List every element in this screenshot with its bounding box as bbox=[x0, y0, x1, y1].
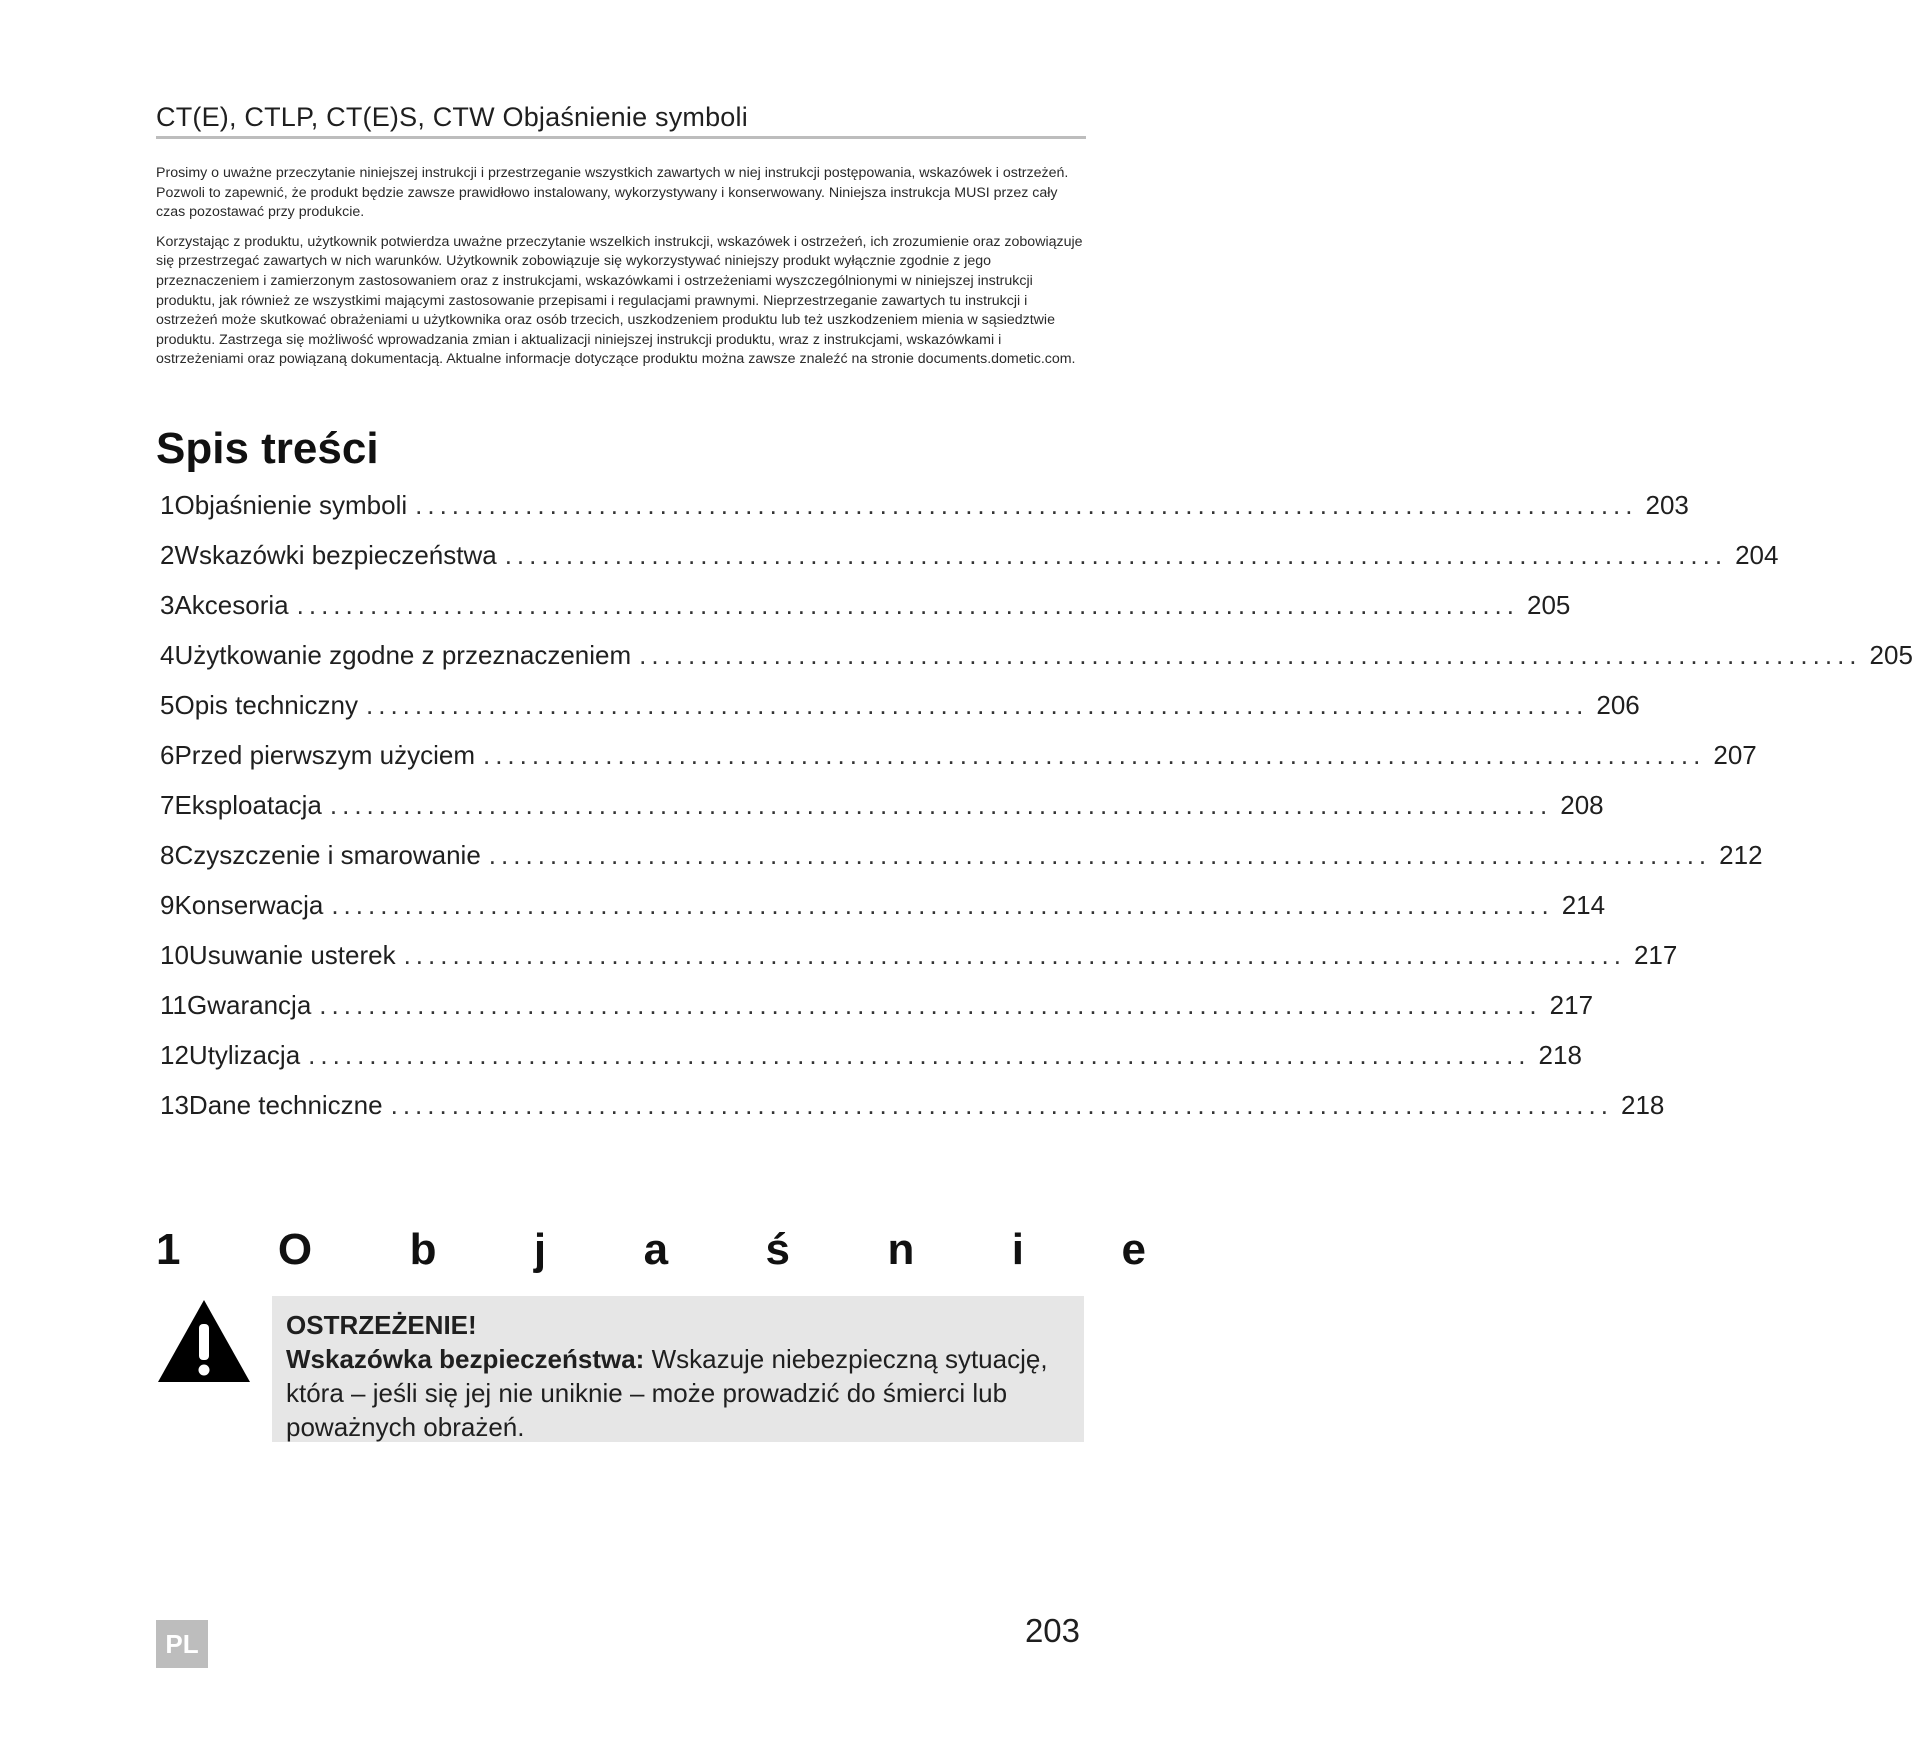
toc-item-number: 12 bbox=[160, 1040, 189, 1070]
toc-leader-dots: .................................................................................................... bbox=[415, 490, 1638, 520]
toc-item-page: 218 bbox=[1538, 1040, 1582, 1070]
warning-text: Wskazuje niebezpieczną sytuację, która – jeśli się jej nie uniknie – może prowadzić do śmierci lub poważnych obrażeń. bbox=[286, 1344, 1048, 1442]
toc-item-number: 3 bbox=[160, 590, 175, 620]
toc-item-number: 2 bbox=[160, 540, 175, 570]
toc-leader-dots: .................................................................................................... bbox=[331, 890, 1554, 920]
intro-paragraph-1: Prosimy o uważne przeczytanie niniejszej instrukcji i przestrzeganie wszystkich zawartych w niej instrukcji postępowania, wskazówek i ostrzeżeń. Pozwoli to zapewnić, że produkt będzie zawsze prawidłowo instalowany, wykorzystywany i konserwowany. Niniejsza instrukcja MUSI przez cały czas pozostawać przy produkcie. bbox=[156, 165, 1069, 221]
toc-item-7[interactable] bbox=[160, 790, 1604, 830]
toc-item-page: 205 bbox=[1527, 590, 1571, 620]
toc-leader-dots: .................................................................................................... bbox=[639, 640, 1862, 670]
toc-item-number: 10 bbox=[160, 940, 189, 970]
toc-item-number: 13 bbox=[160, 1090, 189, 1120]
toc-item-4[interactable] bbox=[160, 640, 1913, 680]
toc-leader-dots: .................................................................................................... bbox=[504, 540, 1728, 570]
warning-label: Wskazówka bezpieczeństwa: bbox=[286, 1344, 645, 1374]
warning-triangle-icon bbox=[156, 1298, 252, 1384]
toc-item-title: Konserwacja bbox=[174, 890, 324, 920]
toc-item-page: 214 bbox=[1561, 890, 1606, 920]
section-number: 1 bbox=[156, 1225, 181, 1274]
section-heading-letter: a bbox=[643, 1225, 669, 1274]
toc-item-title: Utylizacja bbox=[188, 1040, 301, 1070]
section-heading-letter: b bbox=[409, 1225, 437, 1274]
toc-item-title: Eksploatacja bbox=[174, 790, 322, 820]
header-title: CT(E), CTLP, CT(E)S, CTW Objaśnienie symboli bbox=[156, 102, 748, 132]
toc-item-2[interactable] bbox=[160, 540, 1779, 580]
toc-item-page: 217 bbox=[1549, 990, 1594, 1020]
toc-item-page: 204 bbox=[1735, 540, 1779, 570]
toc-item-title: Dane techniczne bbox=[188, 1090, 383, 1120]
toc-item-number: 8 bbox=[160, 840, 175, 870]
toc-leader-dots: .................................................................................................... bbox=[308, 1040, 1531, 1070]
toc-leader-dots: .................................................................................................... bbox=[482, 740, 1706, 770]
toc-item-page: 207 bbox=[1713, 740, 1757, 770]
toc-item-title: Przed pierwszym użyciem bbox=[174, 740, 475, 770]
toc-item-page: 205 bbox=[1869, 640, 1913, 670]
page-number: 203 bbox=[1024, 1612, 1080, 1649]
toc-item-page: 208 bbox=[1560, 790, 1604, 820]
section-heading bbox=[156, 1225, 1146, 1275]
toc-heading: Spis treści bbox=[156, 424, 379, 473]
toc-item-title: Opis techniczny bbox=[174, 690, 358, 720]
toc-leader-dots: .................................................................................................... bbox=[488, 840, 1712, 870]
toc-item-title: Wskazówki bezpieczeństwa bbox=[174, 540, 497, 570]
toc-item-10[interactable] bbox=[160, 940, 1678, 980]
toc-item-page: 206 bbox=[1596, 690, 1640, 720]
toc-item-12[interactable] bbox=[160, 1040, 1582, 1080]
toc-item-title: Użytkowanie zgodne z przeznaczeniem bbox=[174, 640, 632, 670]
toc-item-number: 5 bbox=[160, 690, 175, 720]
toc-item-number: 4 bbox=[160, 640, 175, 670]
warning-title: OSTRZEŻENIE! bbox=[286, 1310, 477, 1340]
intro-paragraph-2: Korzystając z produktu, użytkownik potwierdza uważne przeczytanie wszelkich instrukcji, wskazówek i ostrzeżeń, ich zrozumienie oraz zobowiązuje się przestrzegać zawartych w nich warunków. Użytkownik zobowiązuje się wykorzystywać niniejszy produkt wyłącznie zgodnie z jego przeznaczeniem i zamierzonym zastosowaniem oraz z instrukcjami, wskazówkami i ostrzeżeniami wyszczególnionymi w niniejszej instrukcji produktu, jak również ze wszystkimi mającymi zastosowanie przepisami i regulacjami prawnymi. Nieprzestrzeganie zawartych tu instrukcji i ostrzeżeń może skutkować obrażeniami u użytkownika oraz osób trzecich, uszkodzeniem produktu lub też uszkodzeniem mienia w sąsiedztwie produktu. Zastrzega się możliwość wprowadzania zmian i aktualizacji niniejszej instrukcji produktu, wraz z instrukcjami, wskazówkami i ostrzeżeniami oraz powiązaną dokumentacją. Aktualne informacje dotyczące produktu można zawsze znaleźć na stronie documents.dometic.com. bbox=[156, 233, 1083, 368]
toc-item-title: Gwarancja bbox=[187, 990, 312, 1020]
toc-item-13[interactable] bbox=[160, 1090, 1665, 1130]
section-heading-letter: j bbox=[533, 1225, 547, 1274]
toc-item-3[interactable] bbox=[160, 590, 1571, 630]
header-divider bbox=[156, 136, 1086, 139]
section-heading-letter: O bbox=[277, 1225, 313, 1274]
section-heading-letter: n bbox=[887, 1225, 915, 1274]
toc-item-title: Usuwanie usterek bbox=[188, 940, 396, 970]
toc-item-8[interactable] bbox=[160, 840, 1763, 880]
toc-item-page: 203 bbox=[1645, 490, 1689, 520]
section-heading-letter: e bbox=[1121, 1225, 1146, 1274]
toc-item-number: 7 bbox=[160, 790, 175, 820]
toc-leader-dots: .................................................................................................... bbox=[403, 940, 1626, 970]
toc-leader-dots: .................................................................................................... bbox=[319, 990, 1542, 1020]
toc-item-title: Czyszczenie i smarowanie bbox=[174, 840, 481, 870]
toc-leader-dots: .................................................................................................... bbox=[390, 1090, 1613, 1120]
toc-item-number: 11 bbox=[160, 990, 187, 1020]
toc-item-title: Akcesoria bbox=[174, 590, 289, 620]
section-heading-letter: ś bbox=[765, 1225, 790, 1274]
toc-item-number: 6 bbox=[160, 740, 175, 770]
toc-item-title: Objaśnienie symboli bbox=[174, 490, 408, 520]
toc-item-9[interactable] bbox=[160, 890, 1606, 930]
toc-item-5[interactable] bbox=[160, 690, 1640, 730]
toc-item-number: 9 bbox=[160, 890, 175, 920]
language-badge: PL bbox=[156, 1620, 208, 1668]
toc-item-page: 217 bbox=[1633, 940, 1678, 970]
toc-item-page: 218 bbox=[1620, 1090, 1665, 1120]
toc-item-6[interactable] bbox=[160, 740, 1757, 780]
toc-item-page: 212 bbox=[1719, 840, 1763, 870]
toc-leader-dots: .................................................................................................... bbox=[329, 790, 1553, 820]
toc-item-number: 1 bbox=[160, 490, 175, 520]
intro-text bbox=[156, 164, 1086, 380]
warning-box bbox=[272, 1296, 1084, 1442]
toc-leader-dots: .................................................................................................... bbox=[366, 690, 1589, 720]
toc-leader-dots: .................................................................................................... bbox=[296, 590, 1519, 620]
toc-item-11[interactable] bbox=[160, 990, 1594, 1030]
toc-item-1[interactable] bbox=[160, 490, 1689, 530]
section-heading-letter: i bbox=[1011, 1225, 1024, 1274]
